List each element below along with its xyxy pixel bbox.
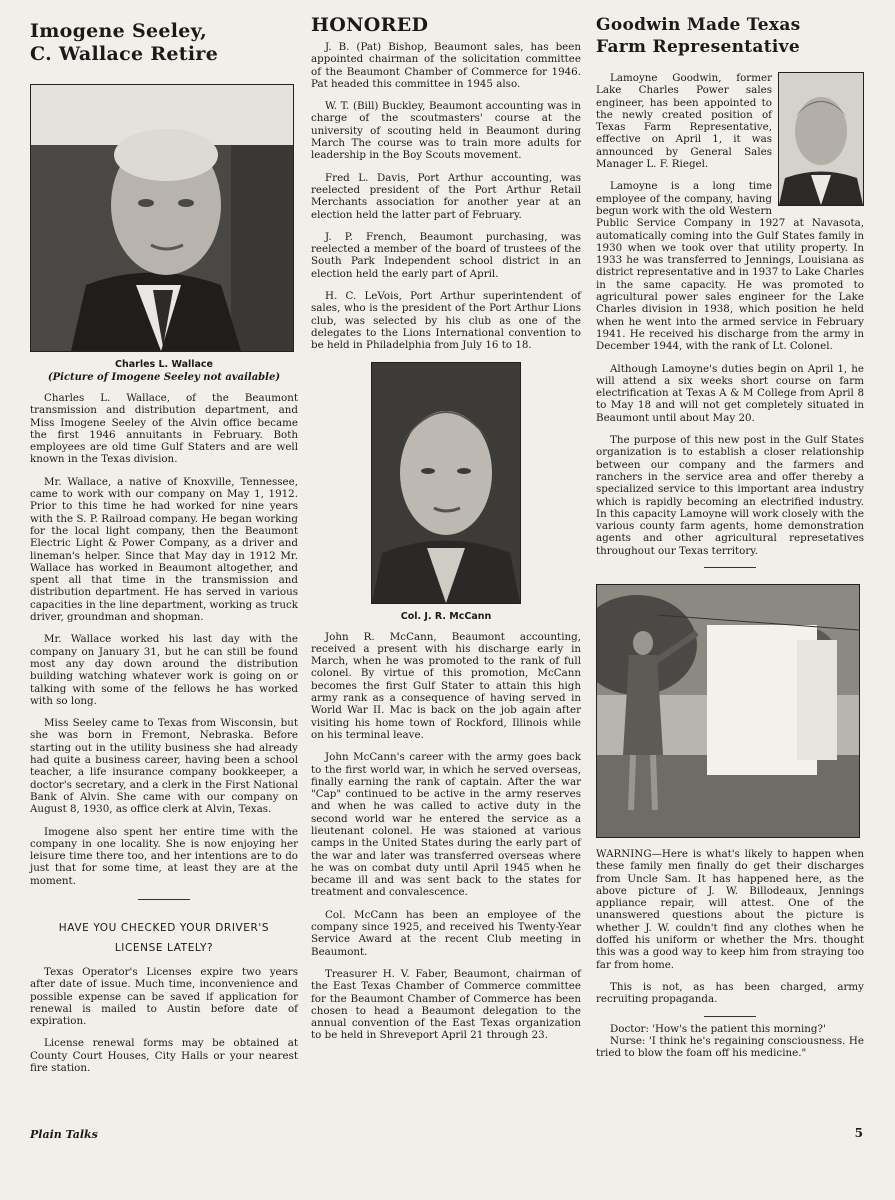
paragraph: John R. McCann, Beaumont accounting, received a present with his discharge early in March, when he was promoted to the rank of full colonel. By virtue of this promotion, McCann becomes the first Gulf Stater to attain this high army rank as a consequence of having served in World War II. Mac is back on the job again after visiting his home town of Rockford, Illinois while on his terminal leave. — [311, 630, 581, 741]
photo-caption-mccann — [311, 610, 581, 623]
headline-honored: HONORED — [311, 14, 429, 36]
column-goodwin — [596, 14, 864, 1059]
caption-note: (Picture of Imogene Seeley not available) — [47, 372, 281, 383]
photo-charles-wallace — [30, 84, 294, 352]
portrait-man-suit — [779, 73, 863, 205]
paragraph: Texas Operator's Licenses expire two years after date of issue. Much time, inconvenience and possible expense can be saved if application for renewal is mailed to Austin before date of expiration. — [30, 965, 298, 1028]
dialogue-line — [596, 1023, 864, 1035]
license-heading-line-1: HAVE YOU CHECKED YOUR DRIVER'S — [58, 921, 270, 934]
paragraph: Lamoyne is a long time employee of the company, having begun work with the old Western Public Service Company in 1927 at Navasota, automatically coming into the Gulf States family in 1930 when we took over that utility property. In 1933 he was transferred to Jennings, Louisiana as district representative and in 1937 to Lake Charles in the same capacity. He was promoted to agricultural power sales engineer for the Lake Charles division in 1938, which position he held when he went into the armed service in February 1941. He received his discharge from the army in December 1944, with the rank of Lt. Colonel. — [596, 180, 864, 353]
paragraph: J. B. (Pat) Bishop, Beaumont sales, has been appointed chairman of the solicitation committee of the Beaumont Chamber of Commerce for 1946. Pat headed this committee in 1945 also. — [311, 41, 581, 90]
photo-lamoyne-goodwin — [778, 72, 864, 206]
publication-name: Plain Talks — [30, 1128, 98, 1141]
headline-line-1: Goodwin Made Texas — [596, 15, 801, 35]
dialogue-line — [596, 1035, 864, 1060]
paragraph: Charles L. Wallace, of the Beaumont transmission and distribution department, and Miss Imogene Seeley of the Alvin office became the first 1946 annuitants in February. Both employees are old time Gulf Staters and are well known in the Texas division. — [30, 392, 298, 466]
divider — [704, 567, 756, 568]
photo-caption-wallace — [30, 358, 298, 384]
paragraph: H. C. LeVois, Port Arthur superintendent of sales, who is the president of the Port Arthur Lions club, was selected by his club as one of the delegates to the Lions International convention to be held in Philadelphia from July 16 to 18. — [311, 290, 581, 352]
page-number: 5 — [854, 1126, 863, 1140]
doctor-line: Doctor: 'How's the patient this morning?' — [610, 1022, 826, 1035]
license-heading-line-2: LICENSE LATELY? — [114, 941, 214, 954]
paragraph: John McCann's career with the army goes back to the first world war, in which he served overseas, finally earning the rank of captain. After the war "Cap" continued to be active in the army reserves and when he was called to active duty in the second world war he entered the service as a lieutenant colonel. He was staioned at various camps in the United States during the early part of the war and later was transferred overseas where he was on combat duty until April 1945 when he became ill and was sent back to the states for treatment and convalescence. — [311, 751, 581, 899]
paragraph: J. P. French, Beaumont purchasing, was reelected a member of the board of trustees of the South Park Independent school district in an election held the early part of April. — [311, 230, 581, 280]
paragraph: W. T. (Bill) Buckley, Beaumont accounting was in charge of the scoutmasters' course at the university of scouting held in Beaumont during March The course was to train more adults for leadership in the Boy Scouts movement. — [311, 100, 581, 162]
goodwin-text-block — [596, 72, 864, 557]
nurse-line: Nurse: 'I think he's regaining consciousness. He tried to blow the foam off his medicine." — [596, 1034, 864, 1060]
photo-man-hanging-laundry — [597, 585, 859, 837]
portrait-elderly-man — [31, 85, 293, 351]
paragraph: Imogene also spent her entire time with the company in one locality. She is now enjoying her leisure time there too, and her intentions are to do just that for some time, at least they are at the moment. — [30, 825, 298, 887]
headline-line-2: C. Wallace Retire — [30, 43, 219, 65]
paragraph: Although Lamoyne's duties begin on April 1, he will attend a six weeks short course on farm electrification at Texas A & M College from April 8 to May 18 and will not get completely situated in Beaumont until about May 20. — [596, 362, 864, 424]
caption-name: Col. J. R. McCann — [400, 610, 492, 622]
paragraph: Lamoyne Goodwin, former Lake Charles Power sales engineer, has been appointed to the newly created position of Texas Farm Representative, effective on April 1, it was announced by General Sales Manager L. F. Riegel. — [596, 72, 772, 171]
portrait-officer — [372, 363, 520, 603]
license-heading — [30, 918, 298, 958]
paragraph: This is not, as has been charged, army recruiting propaganda. — [596, 980, 864, 1006]
divider — [704, 1016, 756, 1017]
paragraph: License renewal forms may be obtained at County Court Houses, City Halls or your nearest fire station. — [30, 1037, 298, 1075]
paragraph: Fred L. Davis, Port Arthur accounting, was reelected president of the Port Arthur Retail Merchants association for another year at an election held the latter part of February. — [311, 171, 581, 221]
headline-retire — [30, 20, 298, 66]
paragraph: Mr. Wallace worked his last day with the company on January 31, but he can still be found most any day down around the distribution building watching whatever work is going on or talking with some of the fellows he has worked with so long. — [30, 633, 298, 707]
paragraph: Mr. Wallace, a native of Knoxville, Tennessee, came to work with our company on May 1, 1912. Prior to this time he had worked for nine years with the S. P. Railroad company. He began working for the local light company, then the Beaumont Electric Light & Power Company, as a driver and lineman's helper. Since that May day in 1912 Mr. Wallace has worked in Beaumont altogether, and spent all that time in the transmission and distribution department. He has served in various capacities in the line department, working as truck driver, groundman and shopman. — [30, 475, 298, 624]
paragraph: WARNING—Here is what's likely to happen when these family men finally do get their discharges from Uncle Sam. It has happened here, as the above picture of J. W. Billodeaux, Jennings appliance repair, will attest. One of the unanswered questions about the picture is whether J. W. couldn't find any clothes when he doffed his uniform or whether the Mrs. thought this was a good way to keep him from straying too far from home. — [596, 847, 864, 971]
photo-billodeaux-laundry — [596, 584, 860, 838]
headline-line-2: Farm Representative — [596, 37, 800, 57]
photo-col-mccann — [371, 362, 521, 604]
paragraph: Treasurer H. V. Faber, Beaumont, chairman of the East Texas Chamber of Commerce committee for the Beaumont Chamber of Commerce has been chosen to head a Beaumont delegation to the annual convention of the East Texas organization to be held in Shreveport April 21 through 23. — [311, 967, 581, 1042]
column-wallace-seeley — [30, 14, 298, 1084]
paragraph: Col. McCann has been an employee of the company since 1925, and received his Twenty-Year Service Award at the recent Club meeting in Beaumont. — [311, 908, 581, 958]
joke-dialogue — [596, 1023, 864, 1060]
caption-name: Charles L. Wallace — [114, 359, 213, 370]
paragraph: The purpose of this new post in the Gulf States organization is to establish a closer relationship between our company and the farmers and ranchers in the service area and offer thereby a specialized service to this important area industry which is rapidly becoming an electrified industry. In this capacity Lamoyne will work closely with the various county farm agents, home demonstration agents and other agricultural represetatives throughout our Texas territory. — [596, 434, 864, 557]
column-honored — [311, 14, 581, 1052]
paragraph: Miss Seeley came to Texas from Wisconsin, but she was born in Fremont, Nebraska. Before starting out in the utility business she had already had quite a business career, having been a school teacher, a life insurance company bookkeeper, a doctor's secretary, and a clerk in the First National Bank of Alvin. She came with our company on August 8, 1930, as office clerk at Alvin, Texas. — [30, 717, 298, 816]
headline-line-1: Imogene Seeley, — [30, 20, 208, 42]
headline-goodwin — [596, 14, 864, 58]
divider — [138, 899, 190, 900]
